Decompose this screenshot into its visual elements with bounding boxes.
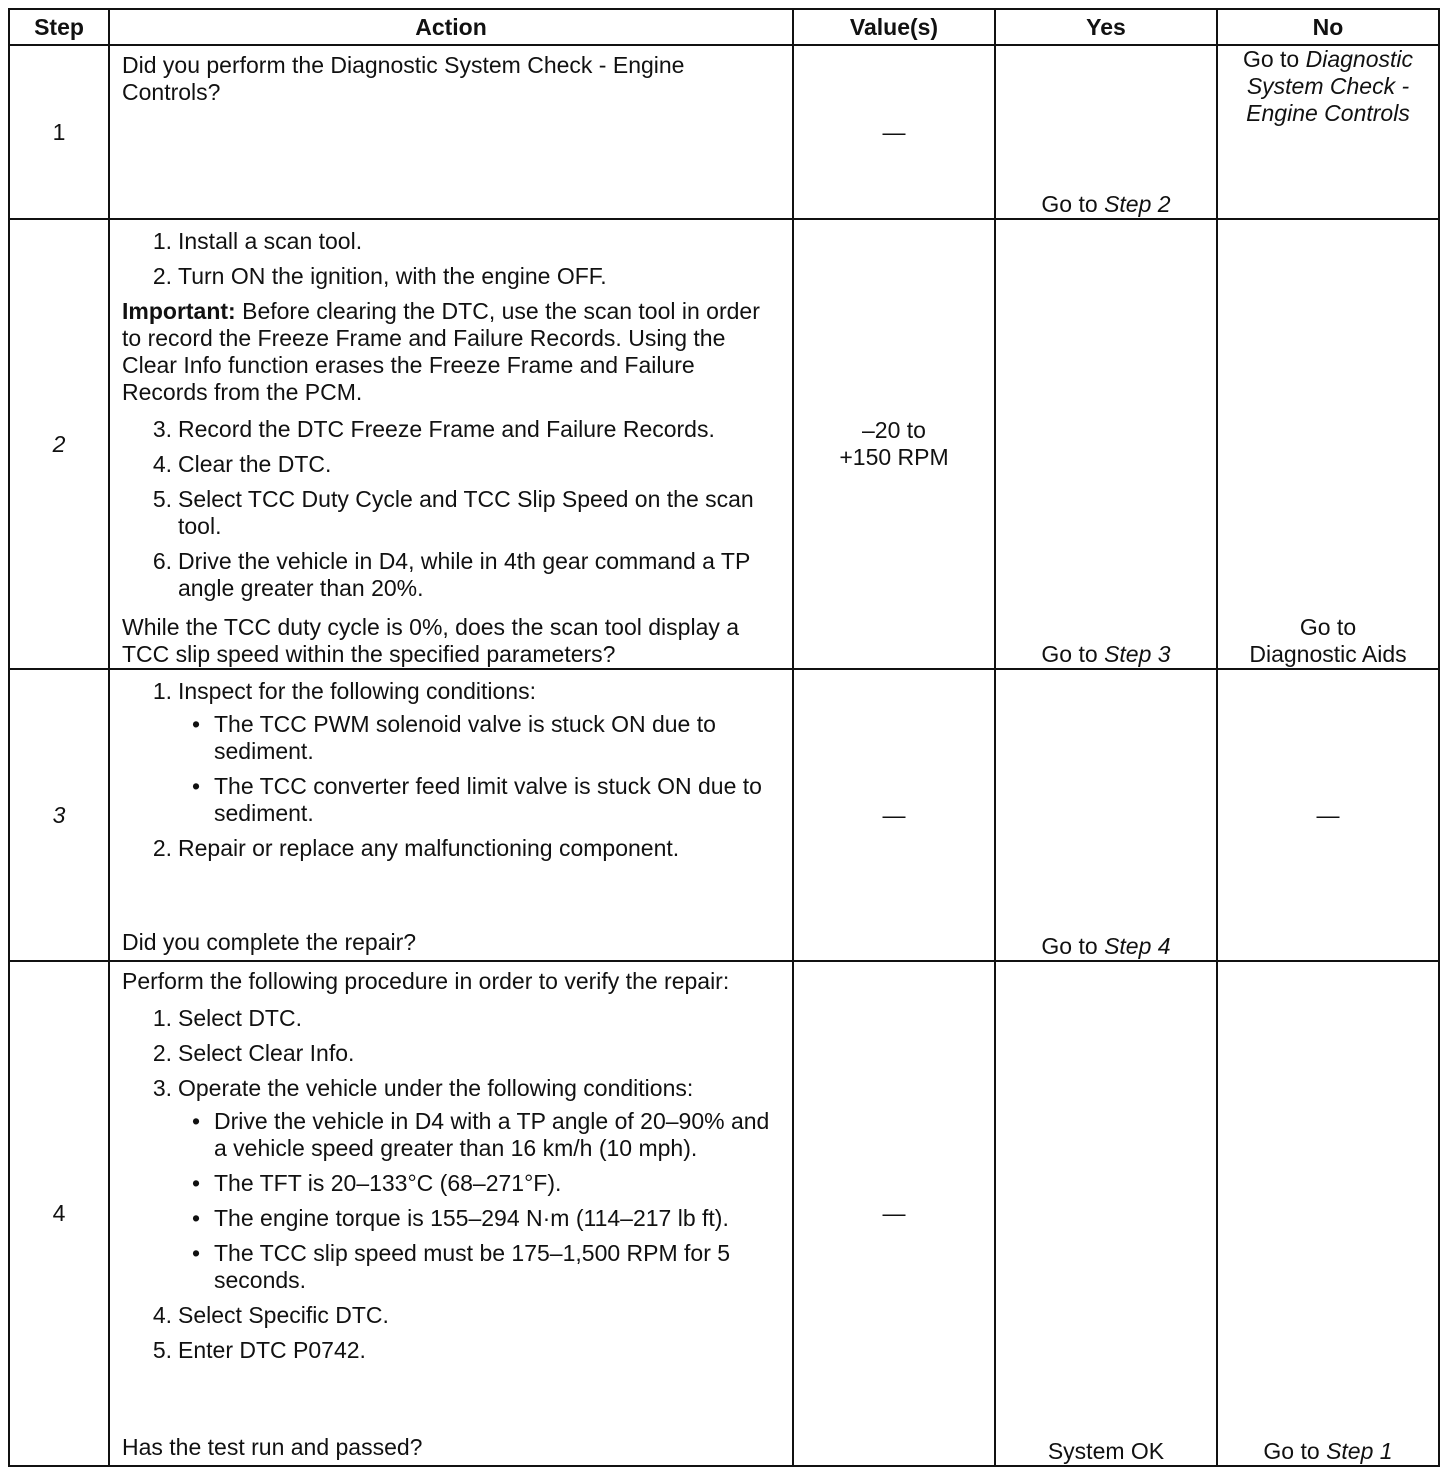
bullet-item: • The TCC converter feed limit valve is stuck ON due to sediment. xyxy=(192,773,762,826)
yes-cell xyxy=(995,961,1217,1466)
table-row xyxy=(9,219,1439,669)
bullet-item: • The TFT is 20–133°C (68–271°F). xyxy=(192,1170,562,1196)
yes-step-link[interactable]: Step 4 xyxy=(1104,933,1171,959)
no-step-link[interactable]: Step 1 xyxy=(1326,1438,1393,1464)
no-cell xyxy=(1217,45,1439,219)
condition-bullets xyxy=(178,1108,780,1294)
action-cell xyxy=(109,669,793,961)
step-number: 2 xyxy=(9,219,109,669)
yes-cell xyxy=(995,669,1217,961)
action-intro: Perform the following procedure in order to verify the repair: xyxy=(122,968,730,994)
action-steps xyxy=(122,674,780,870)
no-cell xyxy=(1217,219,1439,669)
value-text: — xyxy=(882,1200,906,1226)
action-step: 1. Select DTC. xyxy=(152,1005,302,1031)
yes-prefix: Go to xyxy=(1041,933,1105,959)
action-cell xyxy=(109,45,793,219)
action-step: 2. Turn ON the ignition, with the engine OFF. xyxy=(152,263,607,289)
action-step: 3. Operate the vehicle under the following conditions: • Drive the vehicle in D4 with a TP angle of 20–90% and a vehicle speed greater than 16 km/h (10 mph). • The TFT is 20–133°C (68–271°F). • The engine torque is 155–294 N·m (114–217 lb ft). • The TCC slip speed must be 175–1,500 RPM for 5 seconds. xyxy=(122,1075,780,1294)
value-text: — xyxy=(882,118,906,145)
bullet-item: • The TCC slip speed must be 175–1,500 RPM for 5 seconds. xyxy=(192,1240,731,1293)
action-question: Did you complete the repair? xyxy=(122,929,417,955)
bullet-item: • The TCC PWM solenoid valve is stuck ON due to sediment. xyxy=(192,711,716,764)
no-step-link[interactable]: Diagnostic System Check - Engine Controls xyxy=(1246,46,1414,126)
no-prefix: Go to xyxy=(1242,46,1306,72)
value-cell xyxy=(793,669,995,961)
yes-cell xyxy=(995,45,1217,219)
value-text: –20 to xyxy=(862,417,926,443)
no-prefix: Go to xyxy=(1263,1438,1327,1464)
important-note: Important: Before clearing the DTC, use the scan tool in order to record the Freeze Frame and Failure Records. Using the Clear Info function erases the Freeze Frame and Failure Records from the PCM. xyxy=(122,298,760,405)
action-question: While the TCC duty cycle is 0%, does the scan tool display a TCC slip speed within the specified parameters? xyxy=(122,614,740,667)
no-text: — xyxy=(1316,801,1340,828)
header-yes: Yes xyxy=(995,9,1217,45)
value-text: — xyxy=(882,801,906,828)
condition-bullets xyxy=(178,711,780,827)
action-question: Did you perform the Diagnostic System Check - Engine Controls? xyxy=(122,52,685,105)
step-number: 1 xyxy=(9,45,109,219)
action-step: 4. Select Specific DTC. xyxy=(152,1302,389,1328)
yes-text: System OK xyxy=(1047,1438,1165,1464)
yes-step-link[interactable]: Step 3 xyxy=(1104,641,1171,667)
diagnostic-table xyxy=(8,8,1440,1467)
yes-prefix: Go to xyxy=(1041,191,1105,217)
table-row xyxy=(9,45,1439,219)
header-row xyxy=(9,9,1439,45)
action-step: 4. Clear the DTC. xyxy=(152,451,332,477)
value-cell xyxy=(793,219,995,669)
value-cell xyxy=(793,45,995,219)
yes-prefix: Go to xyxy=(1041,641,1105,667)
action-question: Has the test run and passed? xyxy=(122,1434,423,1460)
no-cell xyxy=(1217,961,1439,1466)
action-step: 1. Install a scan tool. xyxy=(152,228,363,254)
bullet-item: • Drive the vehicle in D4 with a TP angle of 20–90% and a vehicle speed greater than 16 km/h (10 mph). xyxy=(192,1108,770,1161)
action-steps xyxy=(122,412,780,610)
action-step: 5. Enter DTC P0742. xyxy=(152,1337,366,1363)
value-cell xyxy=(793,961,995,1466)
action-steps xyxy=(122,1001,780,1372)
action-step: 1. Inspect for the following conditions: • The TCC PWM solenoid valve is stuck ON due to sediment. • The TCC converter feed limit valve is stuck ON due to sediment. xyxy=(122,678,780,827)
action-step: 2. Select Clear Info. xyxy=(152,1040,355,1066)
yes-cell xyxy=(995,219,1217,669)
action-cell xyxy=(109,961,793,1466)
action-steps xyxy=(122,224,780,298)
header-step: Step xyxy=(9,9,109,45)
action-cell xyxy=(109,219,793,669)
table-row xyxy=(9,669,1439,961)
action-step: 2. Repair or replace any malfunctioning component. xyxy=(152,835,680,861)
header-action: Action xyxy=(109,9,793,45)
no-diagnostic-aids-link[interactable]: Diagnostic Aids xyxy=(1249,641,1407,667)
table-row xyxy=(9,961,1439,1466)
action-step: 3. Record the DTC Freeze Frame and Failure Records. xyxy=(152,416,715,442)
action-step: 5. Select TCC Duty Cycle and TCC Slip Speed on the scan tool. xyxy=(152,486,754,539)
no-cell xyxy=(1217,669,1439,961)
no-prefix: Go to xyxy=(1299,614,1357,640)
header-no: No xyxy=(1217,9,1439,45)
yes-step-link[interactable]: Step 2 xyxy=(1104,191,1171,217)
bullet-item: • The engine torque is 155–294 N·m (114–217 lb ft). xyxy=(192,1205,729,1231)
step-number: 3 xyxy=(9,669,109,961)
header-values: Value(s) xyxy=(793,9,995,45)
value-text: +150 RPM xyxy=(839,444,949,470)
step-number: 4 xyxy=(9,961,109,1466)
action-step: 6. Drive the vehicle in D4, while in 4th gear command a TP angle greater than 20%. xyxy=(152,548,750,601)
diagnostic-page xyxy=(8,8,1438,1465)
